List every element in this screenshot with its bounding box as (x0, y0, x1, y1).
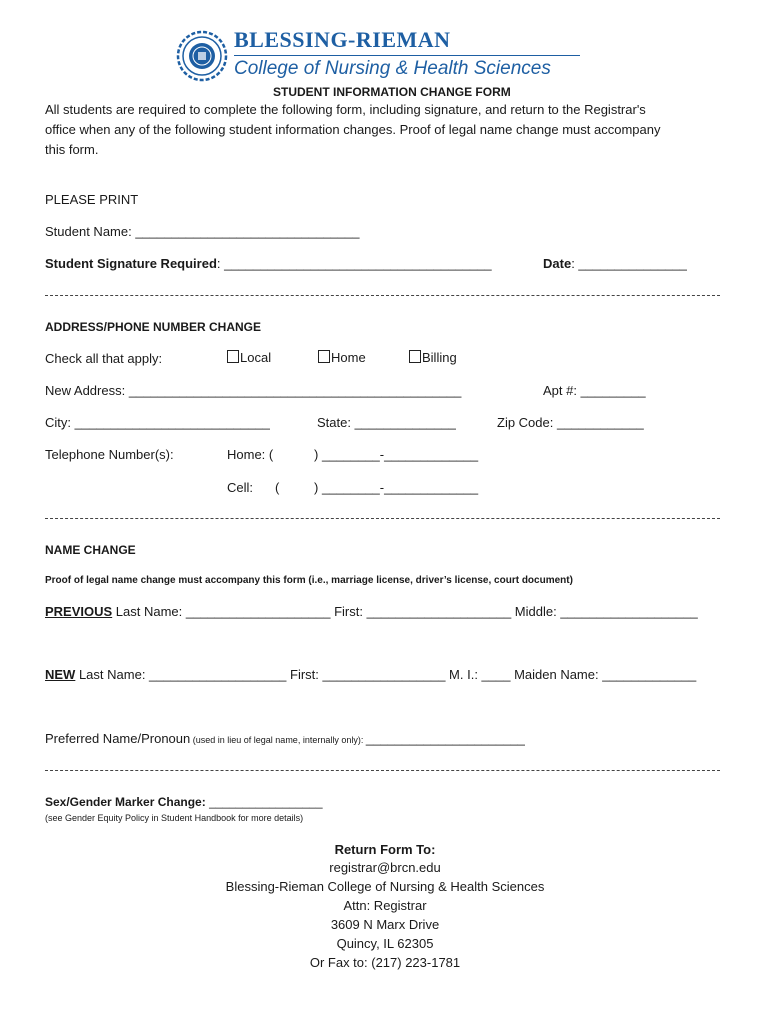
signature-label: Student Signature Required (45, 256, 217, 271)
proof-note: Proof of legal name change must accompany this form (i.e., marriage license, driver’s license, court document) (45, 575, 573, 586)
date-label: Date (543, 256, 572, 271)
header-rule (234, 55, 580, 56)
name-change-title: NAME CHANGE (45, 543, 136, 557)
date-field[interactable] (543, 256, 687, 271)
state-field[interactable]: State: ______________ (317, 415, 456, 430)
gender-marker-label: Sex/Gender Marker Change: (45, 795, 210, 809)
intro-line-2: office when any of the following student information changes. Proof of legal name change must accompany (45, 122, 661, 137)
return-city: Quincy, IL 62305 (336, 936, 434, 951)
previous-name-row[interactable] (45, 604, 698, 619)
new-fields[interactable]: Last Name: ___________________ First: _________________ M. I.: ____ Maiden Name: _____________ (75, 667, 697, 682)
address-section-title: ADDRESS/PHONE NUMBER CHANGE (45, 320, 262, 334)
checkbox-home[interactable] (318, 350, 366, 365)
telephone-label: Telephone Number(s): (45, 447, 174, 462)
new-name-row[interactable] (45, 667, 696, 682)
cell-phone-field[interactable]: ) ________-_____________ (314, 480, 479, 495)
checkbox-local-label: Local (240, 350, 272, 365)
checkbox-home-label: Home (331, 350, 366, 365)
new-address-field[interactable]: New Address: ______________________________________________ (45, 383, 462, 398)
return-email: registrar@brcn.edu (329, 860, 441, 875)
intro-line-3: this form. (45, 142, 99, 157)
home-phone-label: Home: ( (227, 447, 274, 462)
date-blank[interactable]: : _______________ (571, 256, 687, 271)
home-phone-field[interactable]: ) ________-_____________ (314, 447, 479, 462)
preferred-note: (used in lieu of legal name, internally only): (190, 735, 366, 745)
return-attn: Attn: Registrar (343, 898, 427, 913)
form-title: STUDENT INFORMATION CHANGE FORM (273, 85, 511, 99)
college-subtitle: College of Nursing & Health Sciences (234, 58, 551, 79)
checkbox-local-box[interactable] (227, 350, 239, 363)
college-name: BLESSING-RIEMAN (234, 27, 451, 52)
return-title: Return Form To: (334, 842, 436, 857)
preferred-label: Preferred Name/Pronoun (45, 731, 191, 746)
zip-field[interactable]: Zip Code: ____________ (497, 415, 644, 430)
cell-phone-label: Cell: (227, 480, 254, 495)
return-fax: Or Fax to: (217) 223-1781 (309, 955, 461, 970)
gender-policy-note: (see Gender Equity Policy in Student Handbook for more details) (45, 813, 304, 823)
gender-marker-row[interactable] (45, 795, 323, 809)
checkbox-billing-label: Billing (422, 350, 457, 365)
student-name-field[interactable]: Student Name: _______________________________ (45, 224, 360, 239)
checkbox-home-box[interactable] (318, 350, 330, 363)
divider-3 (45, 770, 720, 771)
previous-label: PREVIOUS (45, 604, 113, 619)
new-label: NEW (45, 667, 76, 682)
previous-fields[interactable]: Last Name: ____________________ First: ____________________ Middle: ___________________ (112, 604, 698, 619)
check-all-label: Check all that apply: (45, 351, 163, 366)
intro-line-1: All students are required to complete the following form, including signature, and return to the Registrar's (45, 102, 646, 117)
please-print: PLEASE PRINT (45, 192, 139, 207)
apt-field[interactable]: Apt #: _________ (543, 383, 646, 398)
checkbox-billing[interactable] (409, 350, 457, 365)
checkbox-local[interactable] (227, 350, 271, 365)
return-college: Blessing-Rieman College of Nursing & Health Sciences (225, 879, 545, 894)
college-seal-icon (176, 30, 228, 82)
preferred-blank[interactable]: ______________________ (365, 731, 525, 746)
cell-phone-paren: ( (275, 480, 280, 495)
student-signature-field[interactable] (45, 256, 492, 271)
checkbox-billing-box[interactable] (409, 350, 421, 363)
divider-1 (45, 295, 720, 296)
signature-blank[interactable]: : _____________________________________ (216, 256, 492, 271)
return-street: 3609 N Marx Drive (330, 917, 440, 932)
gender-marker-blank[interactable]: _________________ (209, 795, 323, 809)
preferred-name-row[interactable] (45, 731, 525, 746)
city-field[interactable]: City: ___________________________ (45, 415, 270, 430)
divider-2 (45, 518, 720, 519)
